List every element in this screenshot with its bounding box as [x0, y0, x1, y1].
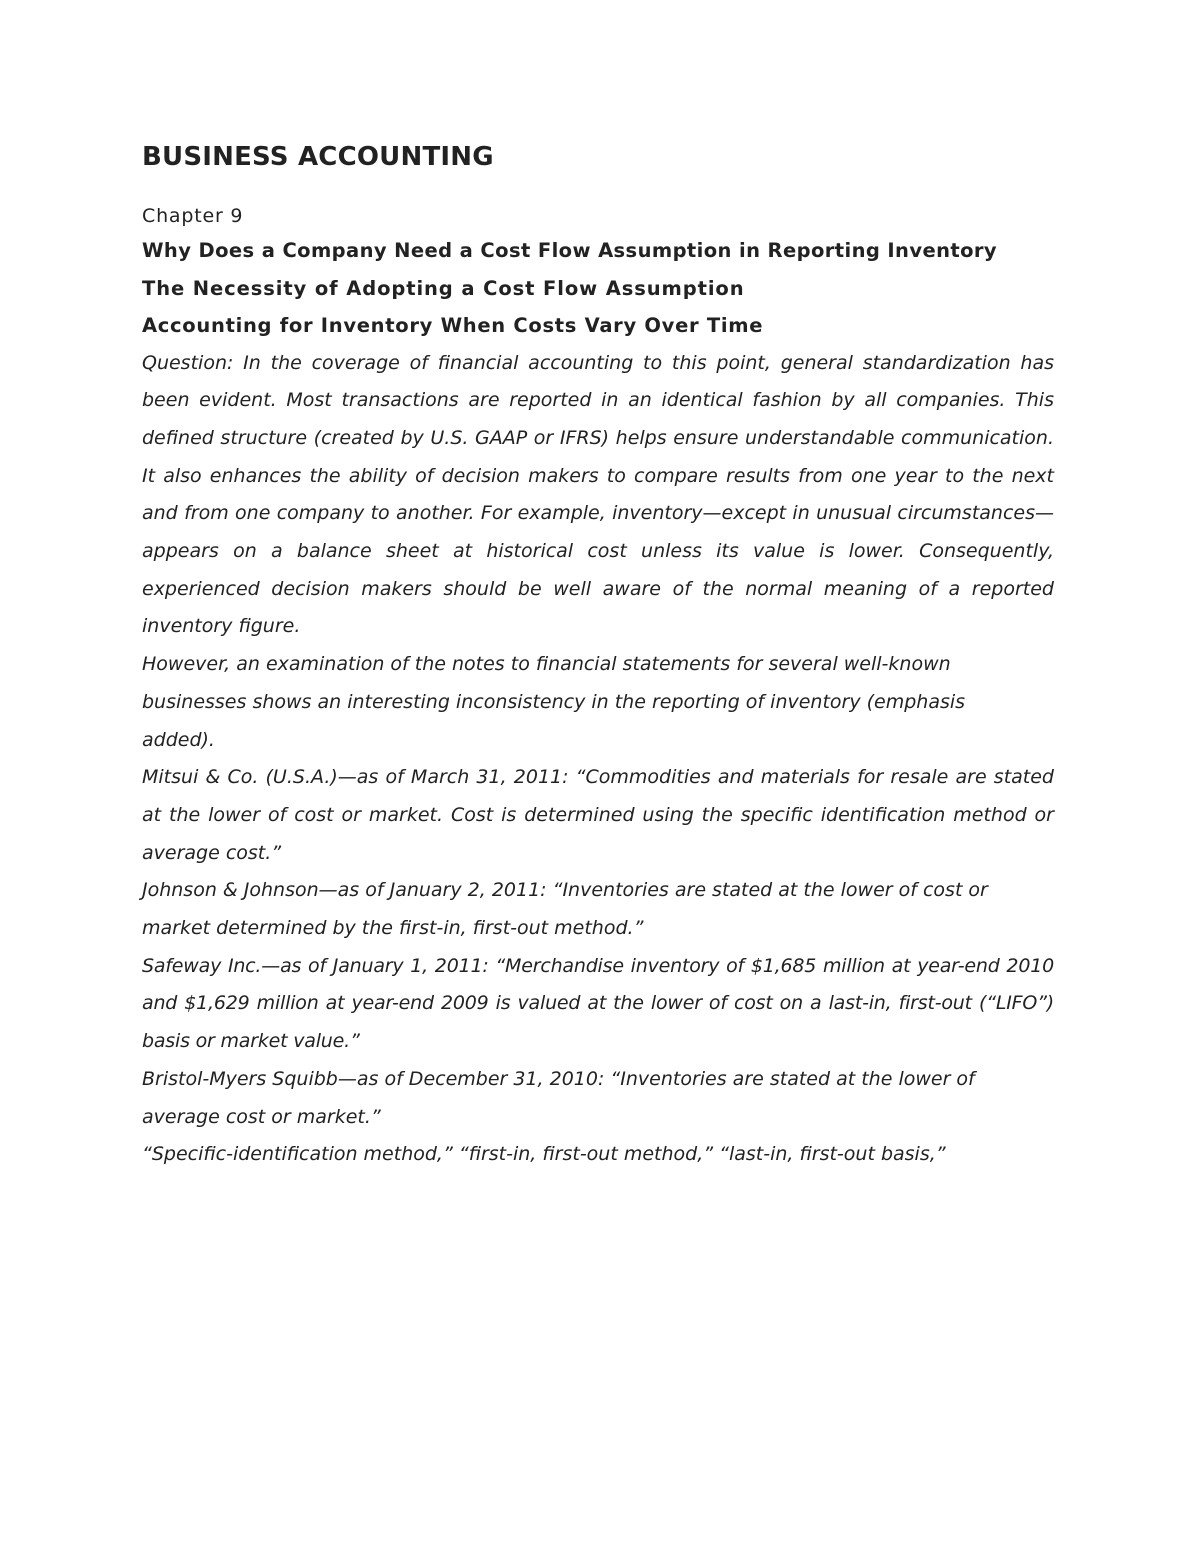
question-paragraph: Question: In the coverage of financial accounting to this point, general standardization has been evident. Most transactions are reported in an identical fashion by all companies. This defined structure (created by U.S. GAAP or IFRS) helps ensure understandable communication. It also enhances the ability of decision makers to compare results from one year to the next and from one company to another. For example, inventory—except in unusual circumstances—appears on a balance sheet at historical cost unless its value is lower. Consequently, experienced decision makers should be well aware of the normal meaning of a reported inventory figure. [142, 351, 1054, 638]
paragraph-added: added). [142, 728, 215, 751]
paragraph-however: However, an examination of the notes to financial statements for several well-known [142, 653, 951, 676]
quote-mitsui: Mitsui & Co. (U.S.A.)—as of March 31, 2011: “Commodities and materials for resale are stated at the lower of cost or market. Cost is determined using the specific identification method or average cost.” [142, 766, 1054, 864]
quote-johnson-2: market determined by the first-in, first-out method.” [142, 917, 644, 940]
quote-safeway: Safeway Inc.—as of January 1, 2011: “Merchandise inventory of $1,685 million at year-end 2010 and $1,629 million at year-end 2009 is valued at the lower of cost on a last-in, first-out (“LIFO”) basis or market value.” [142, 954, 1054, 1053]
document-title: BUSINESS ACCOUNTING [142, 142, 494, 172]
quote-bristol-2: average cost or market.” [142, 1105, 381, 1128]
section-heading-1: Why Does a Company Need a Cost Flow Assumption in Reporting Inventory [142, 239, 998, 262]
quote-bristol-1: Bristol-Myers Squibb—as of December 31, 2010: “Inventories are stated at the lower of [142, 1067, 975, 1090]
chapter-label: Chapter 9 [142, 205, 244, 227]
section-heading-2: The Necessity of Adopting a Cost Flow Assumption [142, 276, 745, 300]
quote-johnson-1: Johnson & Johnson—as of January 2, 2011: “Inventories are stated at the lower of cost or [142, 879, 988, 902]
methods-paragraph: “Specific-identification method,” “first-in, first-out method,” “last-in, first-out basis,” [142, 1143, 946, 1166]
document-page [142, 138, 1054, 1174]
section-heading-3: Accounting for Inventory When Costs Vary Over Time [142, 314, 764, 337]
paragraph-businesses: businesses shows an interesting inconsistency in the reporting of inventory (emphasis [142, 690, 966, 713]
